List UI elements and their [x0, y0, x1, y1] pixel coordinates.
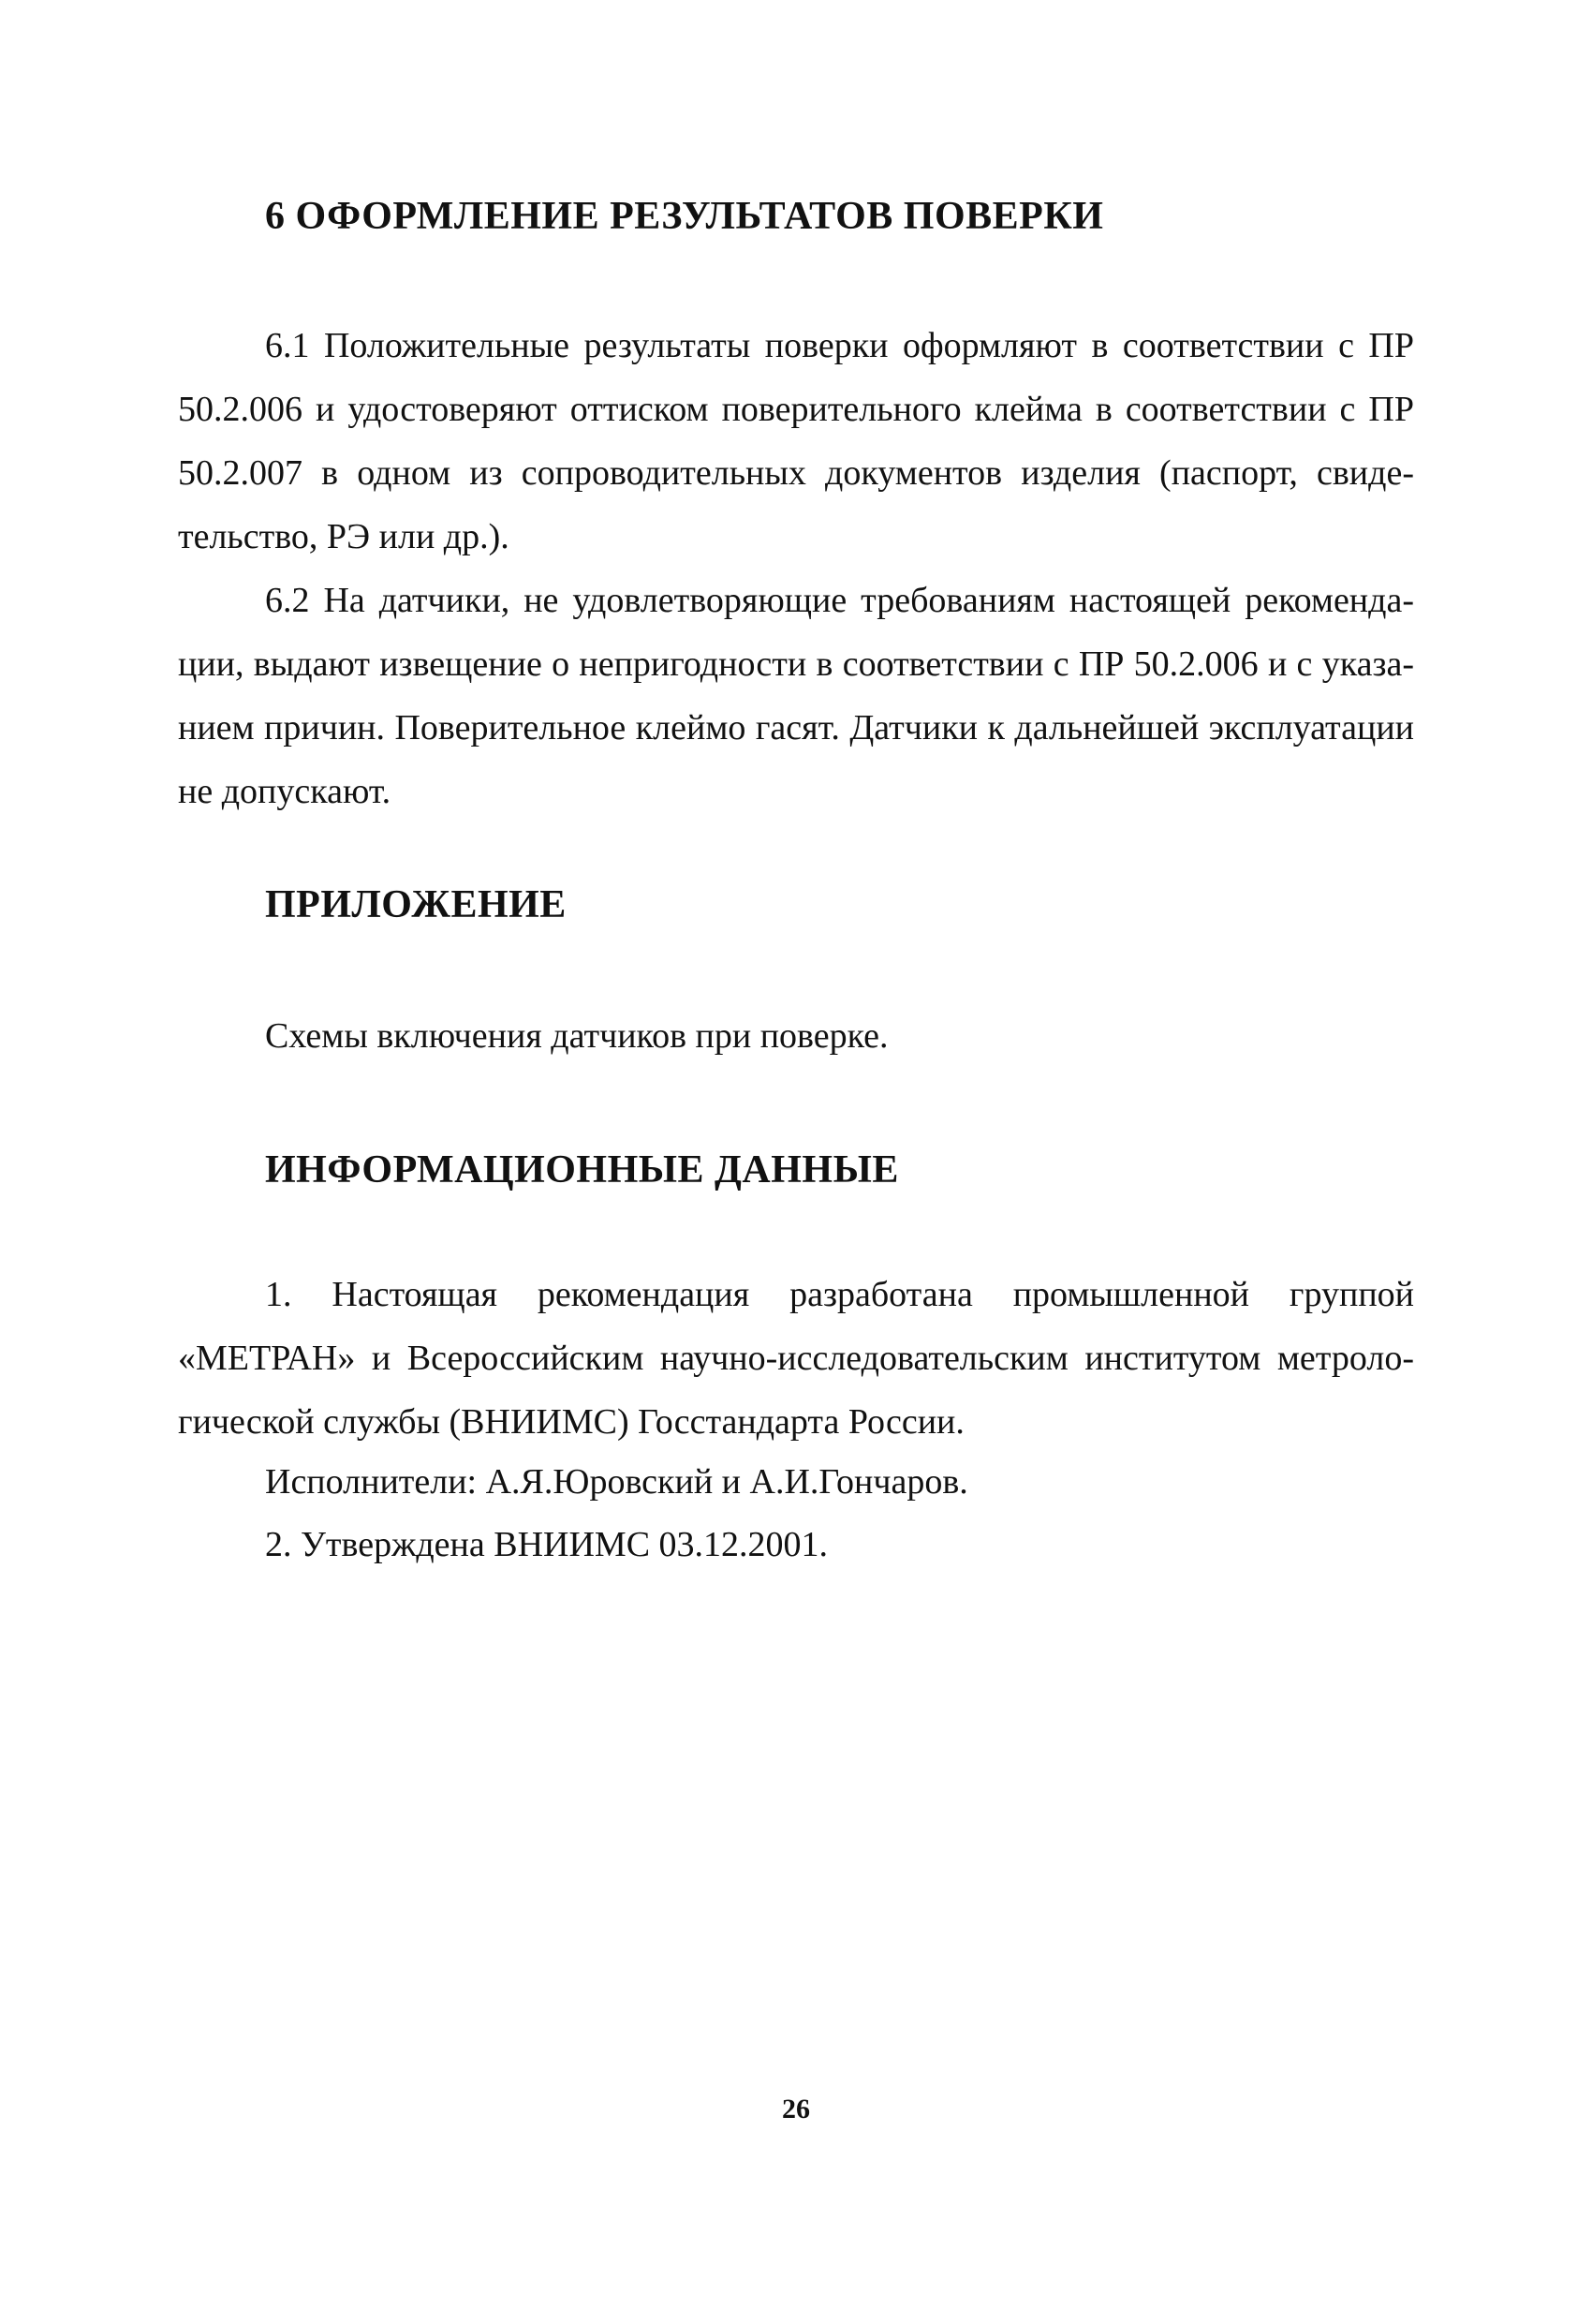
appendix-heading: ПРИЛОЖЕНИЕ: [265, 883, 567, 926]
paragraph-6-1: 6.1 Положительные результаты поверки оформляют в соответствии с ПР 50.2.006 и удостоверяют оттиском поверительного клейма в соответствии с ПР 50.2.007 в одном из сопроводительных документов изделия (паспорт, свидетельство, РЭ или др.).: [178, 326, 1414, 556]
info-item-2: 2. Утверждена ВНИИМС 03.12.2001.: [265, 1525, 829, 1564]
info-executors: Исполнители: А.Я.Юровский и А.И.Гончаров.: [265, 1462, 968, 1502]
section-6-heading: 6 ОФОРМЛЕНИЕ РЕЗУЛЬТАТОВ ПОВЕРКИ: [265, 195, 1104, 238]
paragraph-6-2: 6.2 На датчики, не удовлетворяющие требованиям настоящей рекомендации, выдают извещение о непригодности в соответствии с ПР 50.2.006 и с указанием причин. Поверительное клеймо гасят. Датчики к дальнейшей эксплуатации не допускают.: [178, 581, 1414, 811]
page-number: 26: [782, 2094, 810, 2124]
appendix-text: Схемы включения датчиков при поверке.: [265, 1016, 889, 1056]
info-item-1: 1. Настоящая рекомендация разработана промышленной группой «МЕТРАН» и Всероссийским научно-исследовательским институтом метрологической службы (ВНИИМС) Госстандарта России.: [178, 1275, 1414, 1442]
info-heading: ИНФОРМАЦИОННЫЕ ДАННЫЕ: [265, 1148, 899, 1192]
